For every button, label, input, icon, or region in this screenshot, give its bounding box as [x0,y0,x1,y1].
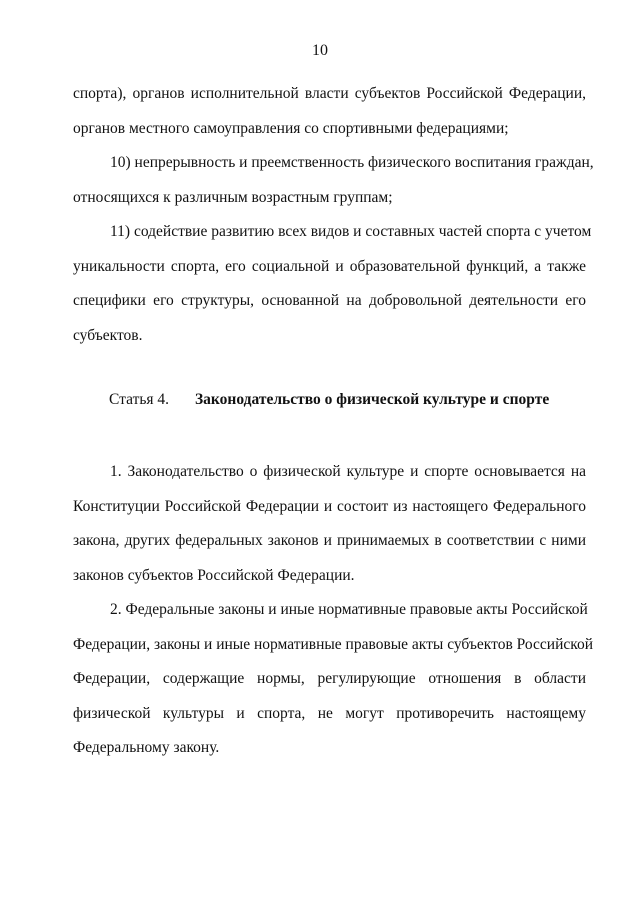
text-block-top [73,77,594,353]
text-line: Конституции Российской Федерации и состоит из настоящего Федерального [73,497,586,515]
text-line: 2. Федеральные законы и иные нормативные правовые акты Российской [110,601,588,618]
text-line: Федеральному закону. [73,739,220,756]
text-line: органов местного самоуправления со спортивными федерациями; [73,119,509,137]
article-heading [109,388,549,412]
text-line: специфики его структуры, основанной на добровольной деятельности его [73,292,586,309]
text-line: относящихся к различным возрастным группам; [73,188,393,206]
text-line: Федерации, законы и иные нормативные правовые акты субъектов Российской [73,635,594,653]
text-line: 11) содействие развитию всех видов и составных частей спорта с учетом [110,223,592,240]
text-line: закона, других федеральных законов и принимаемых в соответствии с ними [73,532,586,549]
text-line: законов субъектов Российской Федерации. [73,566,355,584]
text-line: 1. Законодательство о физической культуре и спорте основывается на [110,463,586,480]
text-line: уникальности спорта, его социальной и образовательной функций, а также [73,257,586,275]
text-line: Федерации, содержащие нормы, регулирующие отношения в области [73,670,586,687]
article-number: Статья 4. [109,391,170,408]
text-line: спорта), органов исполнительной власти субъектов Российской Федерации, [73,85,586,102]
text-line: 10) непрерывность и преемственность физического воспитания граждан, [110,154,594,171]
text-block-bottom [73,455,594,766]
text-line: физической культуры и спорта, не могут противоречить настоящему [73,704,586,722]
text-line: субъектов. [73,326,143,344]
page-number: 10 [312,42,328,59]
article-title: Законодательство о физической культуре и спорте [195,391,550,408]
